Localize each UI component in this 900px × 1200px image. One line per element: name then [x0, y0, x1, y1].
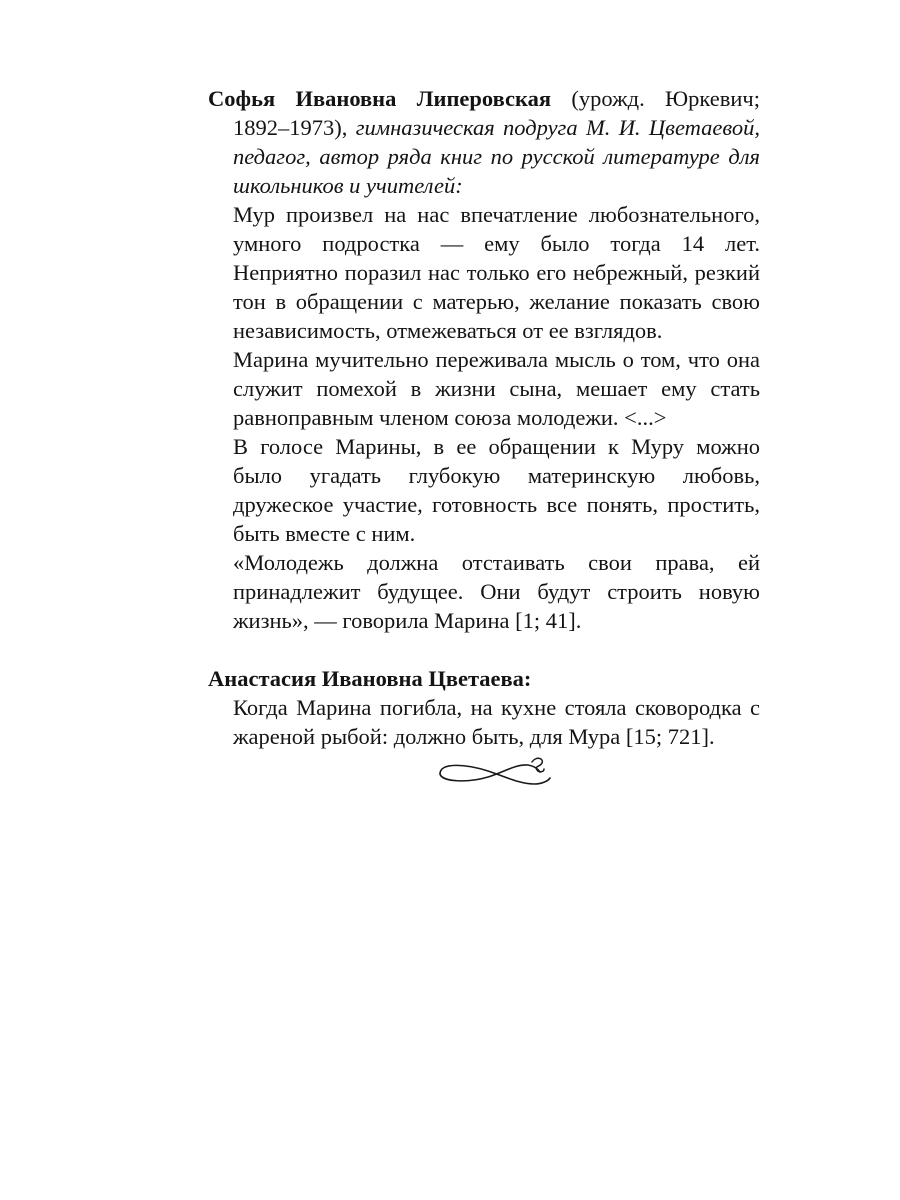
memoir-entry-tsvetaeva [208, 664, 760, 751]
entry-heading [208, 664, 760, 693]
memoir-entry-liperovskaya [208, 84, 760, 635]
flourish-ornament-icon [436, 752, 554, 792]
author-name: Анастасия Ивановна Цветаева: [208, 666, 532, 691]
quote-paragraph: Когда Марина погибла, на кухне стояла сковородка с жареной рыбой: должно быть, для Мура [15; 721]. [233, 695, 760, 749]
author-name: Софья Ивановна Липеровская [208, 86, 552, 111]
quote-paragraph: В голосе Марины, в ее обращении к Муру можно было угадать глубокую материнскую любовь, дружеское участие, готовность все понять, простить, быть вместе с ним. [233, 434, 760, 546]
author-birth-note: (урожд. Юркевич; 1892–1973), [233, 86, 760, 140]
author-bio: гимназическая подруга М. И. Цветаевой, педагог, автор ряда книг по русской литературе для школьников и учителей: [233, 115, 760, 198]
quote-paragraph: «Молодежь должна отстаивать свои права, ей принадлежит будущее. Они будут строить новую жизнь», — говорила Марина [1; 41]. [233, 550, 760, 633]
quote-paragraph: Мур произвел на нас впечатление любознательного, умного подростка — ему было тогда 14 лет. Неприятно поразил нас только его небрежный, резкий тон в обращении с матерью, желание показать свою независимость, отмежеваться от ее взглядов. [233, 202, 760, 343]
entry-heading [208, 84, 760, 200]
quote-paragraph: Марина мучительно переживала мысль о том, что она служит помехой в жизни сына, мешает ему стать равноправным членом союза молодежи. <...> [233, 347, 760, 430]
page-text-block [208, 84, 760, 751]
